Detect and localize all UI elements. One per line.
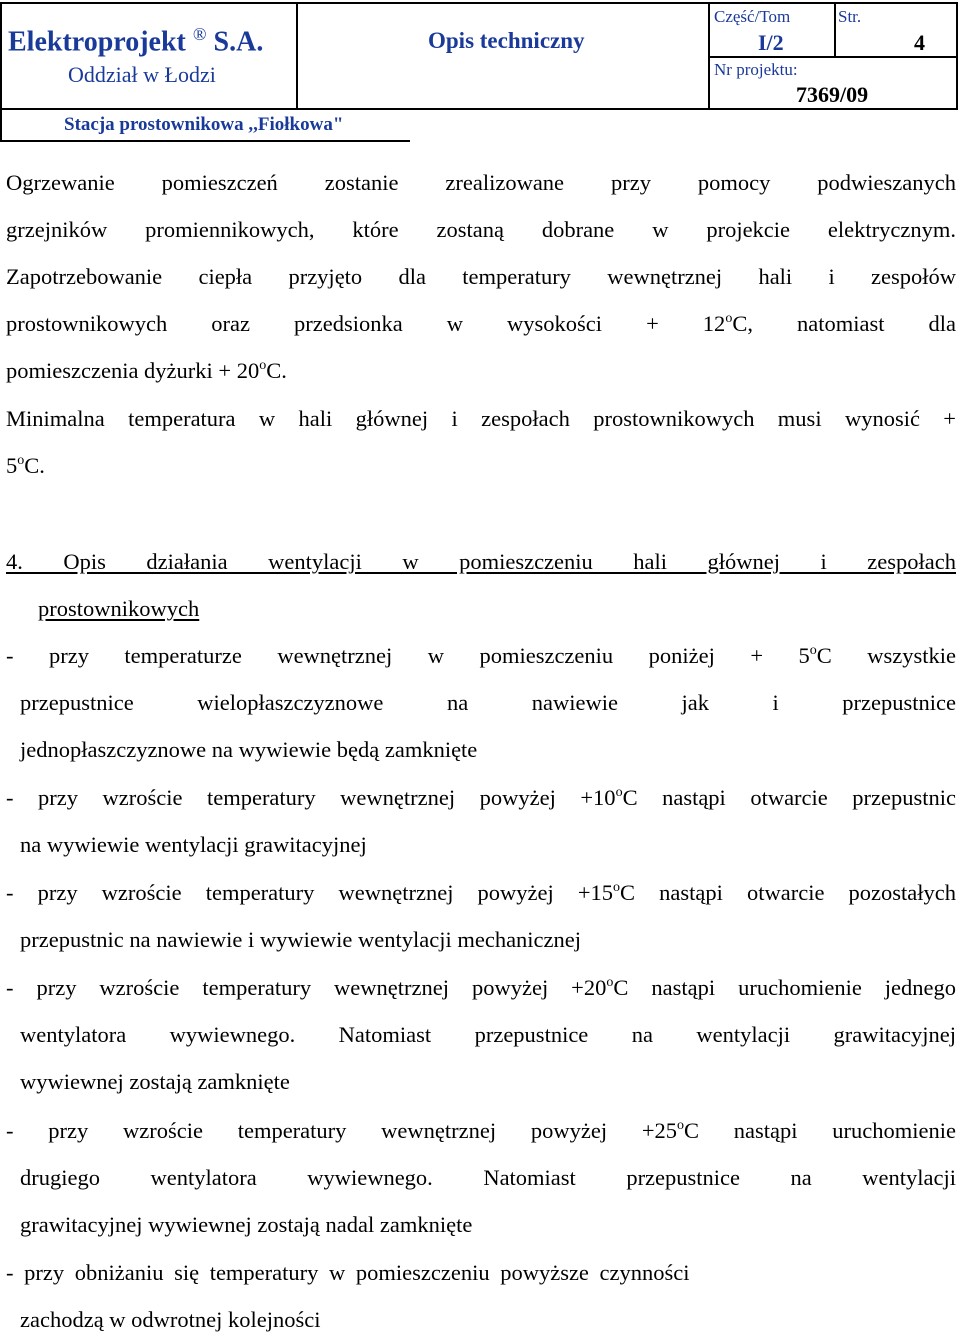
text-line: grzejników promiennikowych, które zostaną dobrane w projekcie elektrycznym. — [6, 217, 956, 242]
text-line: prostownikowych oraz przedsionka w wysokości + $12^oC$, natomiast dla — [6, 311, 956, 336]
section-heading: 4. Opis działania wentylacji w pomieszczeniu hali głównej i zespołach — [6, 549, 956, 574]
bullet-line: - przy wzroście temperatury wewnętrznej powyżej $+20^oC$ nastąpi uruchomienie jednego — [6, 975, 957, 1000]
bullet-line: - przy wzroście temperatury wewnętrznej powyżej $+15^oC$ nastąpi otwarcie pozostałych — [6, 880, 956, 905]
company-branch: Oddział w Łodzi — [68, 62, 216, 87]
header-top-border — [0, 2, 958, 4]
document-type: Opis techniczny — [428, 28, 585, 53]
bullet-line: - przy wzroście temperatury wewnętrznej powyżej $+10^oC$ nastąpi otwarcie przepustnic — [6, 785, 957, 810]
part-label: Część/Tom — [714, 7, 791, 26]
company-name: Elektroprojekt ® S.A. — [8, 24, 264, 58]
degree-mark: o — [615, 785, 623, 800]
bullet-line: zachodzą w odwrotnej kolejności — [20, 1307, 321, 1332]
text-line: Ogrzewanie pomieszczeń zostanie zrealizowane przy pomocy podwieszanych — [6, 170, 956, 195]
degree-mark: o — [17, 453, 25, 468]
text-line: Minimalna temperatura w hali głównej i zespołach prostownikowych musi wynosić + — [6, 406, 956, 431]
bullet-line: przepustnice wielopłaszczyznowe na nawiewie jak i przepustnice — [20, 690, 956, 715]
project-number: 7369/09 — [796, 82, 869, 107]
bullet-line: - przy temperaturze wewnętrznej w pomieszczeniu poniżej + $5^oC$ wszystkie — [6, 643, 956, 668]
header-lower-line — [0, 108, 958, 110]
header-left-border — [0, 2, 2, 142]
bullet-line: wywiewnej zostają zamknięte — [20, 1069, 290, 1094]
text-line: Zapotrzebowanie ciepła przyjęto dla temperatury wewnętrznej hali i zespołów — [6, 264, 956, 289]
degree-mark: o — [259, 358, 267, 373]
header-bottom-border — [0, 140, 410, 142]
part-value: I/2 — [758, 30, 784, 55]
header-mid-line — [708, 56, 958, 58]
bullet-line: - przy wzroście temperatury wewnętrznej powyżej $+25^oC$ nastąpi uruchomienie — [6, 1118, 956, 1143]
page-number: 4 — [914, 30, 925, 55]
header-divider-3 — [834, 2, 836, 56]
registered-mark: ® — [192, 24, 207, 44]
degree-mark: o — [613, 880, 621, 895]
degree-mark: o — [677, 1118, 685, 1133]
text-line: pomieszczenia dyżurki + $20^oC$. — [6, 358, 287, 383]
project-number-label: Nr projektu: — [714, 60, 798, 79]
bullet-line: - przy obniżaniu się temperatury w pomieszczeniu powyższe czynności — [6, 1260, 690, 1285]
degree-mark: o — [725, 311, 733, 326]
bullet-line: jednopłaszczyznowe na wywiewie będą zamknięte — [20, 737, 478, 762]
bullet-line: grawitacyjnej wywiewnej zostają nadal zamknięte — [20, 1212, 473, 1237]
degree-mark: o — [809, 643, 817, 658]
bullet-line: wentylatora wywiewnego. Natomiast przepustnice na wentylacji grawitacyjnej — [20, 1022, 956, 1047]
page-label: Str. — [838, 7, 862, 26]
header-divider-2 — [708, 2, 710, 108]
header-divider-1 — [296, 2, 298, 108]
degree-mark: o — [606, 975, 614, 990]
bullet-line: przepustnic na nawiewie i wywiewie wentylacji mechanicznej — [20, 927, 582, 952]
bullet-line: drugiego wentylatora wywiewnego. Natomiast przepustnice na wentylacji — [20, 1165, 956, 1190]
text-line: 5$^o$C. — [6, 453, 45, 478]
document-header — [0, 0, 960, 142]
station-name: Stacja prostownikowa ,,Fiołkowa" — [64, 114, 344, 135]
section-heading: prostownikowych — [38, 596, 200, 621]
bullet-line: na wywiewie wentylacji grawitacyjnej — [20, 832, 367, 857]
